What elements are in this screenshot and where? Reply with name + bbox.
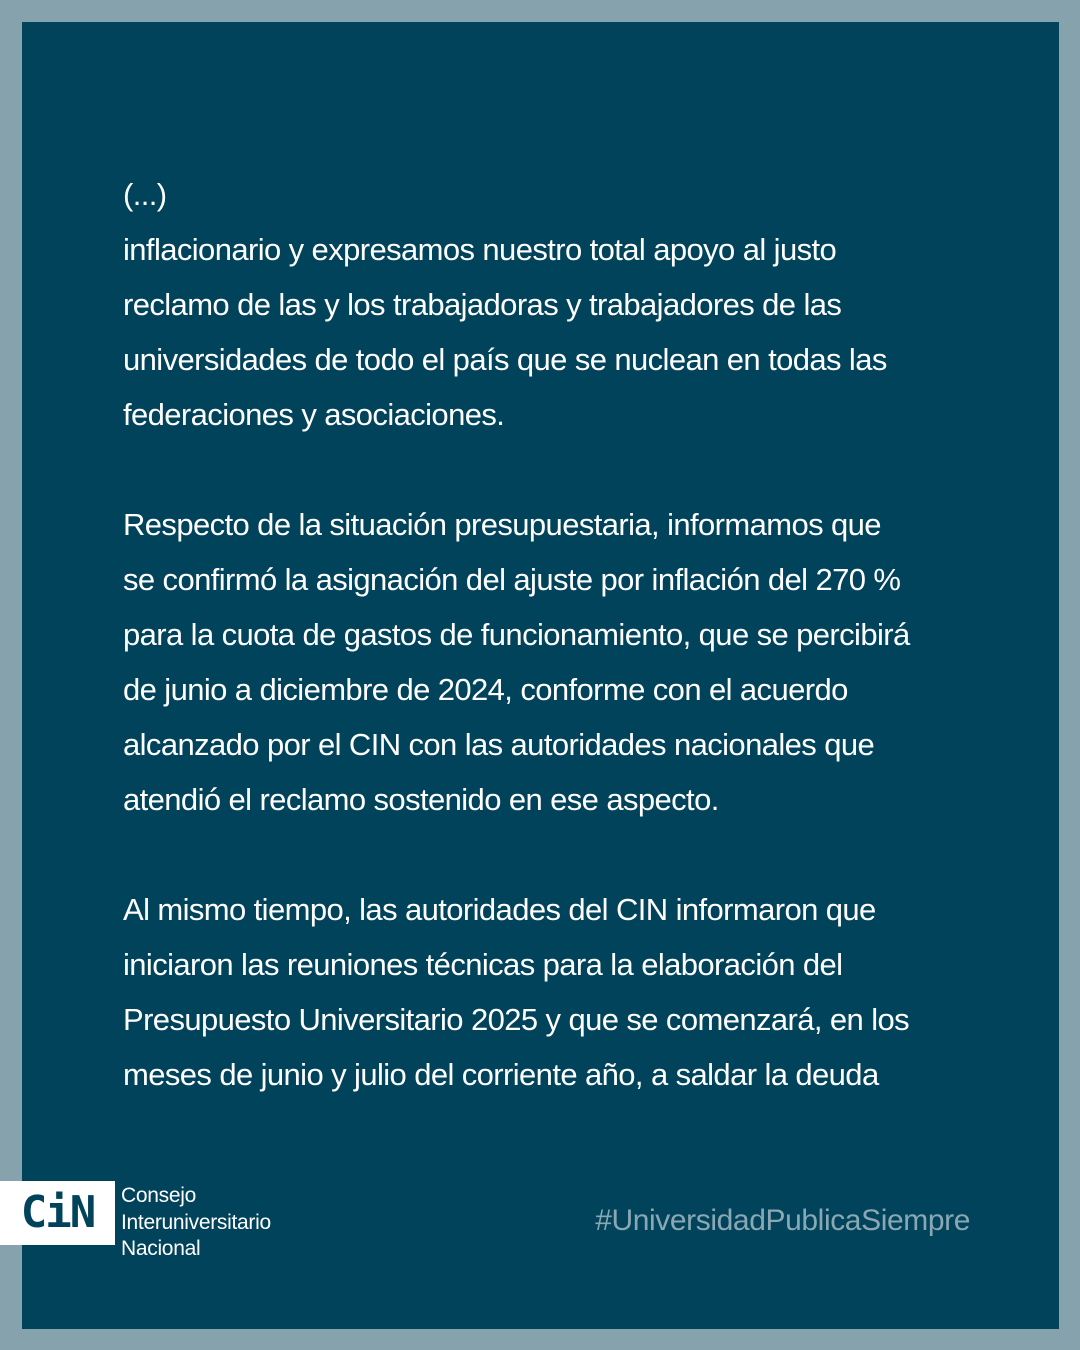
organization-name-line: Interuniversitario — [121, 1210, 271, 1234]
cin-logo — [0, 1181, 115, 1245]
paragraph-3-line: Al mismo tiempo, las autoridades del CIN informaron que — [123, 892, 876, 927]
paragraph-2 — [123, 497, 983, 827]
paragraph-spacer — [123, 827, 983, 882]
paragraph-2-line: para la cuota de gastos de funcionamiento, que se percibirá — [123, 617, 910, 652]
paragraph-2-line: alcanzado por el CIN con las autoridades nacionales que — [123, 727, 875, 762]
organization-name-line: Nacional — [121, 1237, 201, 1260]
paragraph-3-line: Presupuesto Universitario 2025 y que se comenzará, en los — [123, 1002, 910, 1037]
paragraph-1 — [123, 222, 983, 442]
cin-logo-mark: CiN — [20, 1187, 95, 1238]
paragraph-3 — [123, 882, 983, 1102]
paragraph-2-line: de junio a diciembre de 2024, conforme con el acuerdo — [123, 672, 848, 707]
ellipsis-line: (...) — [123, 177, 167, 212]
paragraph-1-line: federaciones y asociaciones. — [123, 397, 505, 432]
paragraph-3-line: iniciaron las reuniones técnicas para la elaboración del — [123, 947, 843, 982]
organization-name — [121, 1183, 271, 1263]
paragraph-1-line: inflacionario y expresamos nuestro total apoyo al justo — [123, 232, 837, 267]
hashtag: #UniversidadPublicaSiempre — [595, 1204, 970, 1237]
paragraph-2-line: Respecto de la situación presupuestaria, informamos que — [123, 507, 881, 542]
paragraph-3-line: meses de junio y julio del corriente año, a saldar la deuda — [123, 1057, 879, 1092]
paragraph-2-line: atendió el reclamo sostenido en ese aspecto. — [123, 782, 719, 817]
paragraph-2-line: se confirmó la asignación del ajuste por inflación del 270 % — [123, 562, 901, 597]
statement-text — [123, 167, 983, 1102]
paragraph-spacer — [123, 442, 983, 497]
paragraph-1-line: reclamo de las y los trabajadoras y trabajadores de las — [123, 287, 842, 322]
paragraph-1-line: universidades de todo el país que se nuclean en todas las — [123, 342, 887, 377]
organization-name-line: Consejo — [121, 1184, 196, 1207]
